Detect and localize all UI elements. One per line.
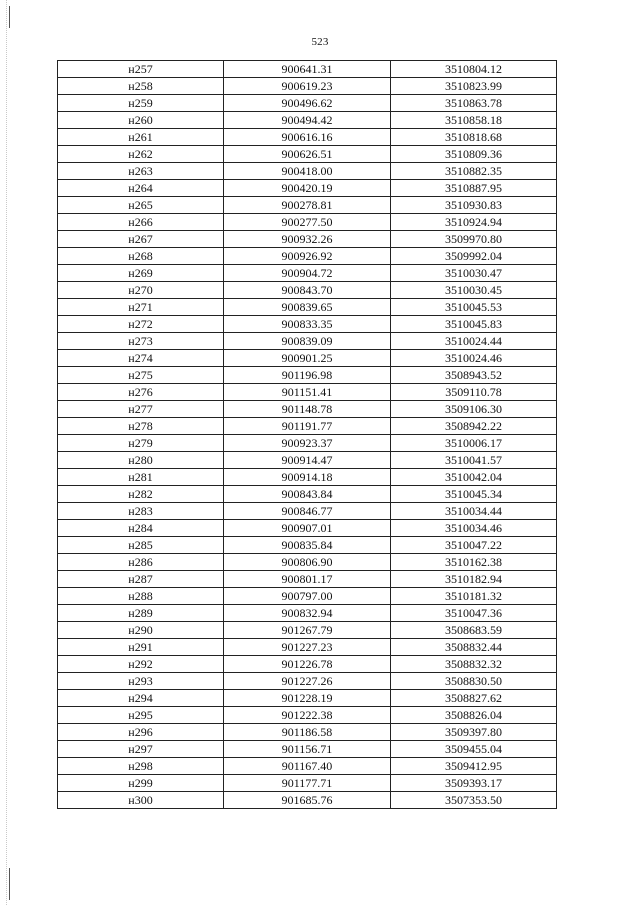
x-coordinate-cell: 900843.84 bbox=[224, 486, 391, 503]
point-id-cell: н257 bbox=[58, 61, 224, 78]
x-coordinate-cell: 900278.81 bbox=[224, 197, 391, 214]
x-coordinate-cell: 900418.00 bbox=[224, 163, 391, 180]
y-coordinate-cell: 3509397.80 bbox=[391, 724, 557, 741]
table-row bbox=[58, 435, 557, 452]
point-id-cell: н261 bbox=[58, 129, 224, 146]
y-coordinate-cell: 3509412.95 bbox=[391, 758, 557, 775]
y-coordinate-cell: 3510006.17 bbox=[391, 435, 557, 452]
y-coordinate-cell: 3510863.78 bbox=[391, 95, 557, 112]
y-coordinate-cell: 3510024.46 bbox=[391, 350, 557, 367]
x-coordinate-cell: 900932.26 bbox=[224, 231, 391, 248]
point-id-cell: н300 bbox=[58, 792, 224, 809]
page-number: 523 bbox=[311, 36, 329, 48]
point-id-cell: н262 bbox=[58, 146, 224, 163]
point-id-cell: н282 bbox=[58, 486, 224, 503]
point-id-cell: н268 bbox=[58, 248, 224, 265]
x-coordinate-cell: 901151.41 bbox=[224, 384, 391, 401]
point-id-cell: н286 bbox=[58, 554, 224, 571]
y-coordinate-cell: 3510034.46 bbox=[391, 520, 557, 537]
y-coordinate-cell: 3508826.04 bbox=[391, 707, 557, 724]
point-id-cell: н284 bbox=[58, 520, 224, 537]
y-coordinate-cell: 3510162.38 bbox=[391, 554, 557, 571]
point-id-cell: н293 bbox=[58, 673, 224, 690]
table-row bbox=[58, 282, 557, 299]
x-coordinate-cell: 900907.01 bbox=[224, 520, 391, 537]
x-coordinate-cell: 900926.92 bbox=[224, 248, 391, 265]
table-row bbox=[58, 197, 557, 214]
x-coordinate-cell: 900839.65 bbox=[224, 299, 391, 316]
point-id-cell: н287 bbox=[58, 571, 224, 588]
x-coordinate-cell: 900914.47 bbox=[224, 452, 391, 469]
table-row bbox=[58, 78, 557, 95]
point-id-cell: н273 bbox=[58, 333, 224, 350]
point-id-cell: н288 bbox=[58, 588, 224, 605]
x-coordinate-cell: 901226.78 bbox=[224, 656, 391, 673]
x-coordinate-cell: 901148.78 bbox=[224, 401, 391, 418]
table-row bbox=[58, 520, 557, 537]
y-coordinate-cell: 3508683.59 bbox=[391, 622, 557, 639]
table-row bbox=[58, 571, 557, 588]
table-row bbox=[58, 707, 557, 724]
y-coordinate-cell: 3510182.94 bbox=[391, 571, 557, 588]
y-coordinate-cell: 3510045.34 bbox=[391, 486, 557, 503]
point-id-cell: н279 bbox=[58, 435, 224, 452]
table-row bbox=[58, 758, 557, 775]
y-coordinate-cell: 3510047.36 bbox=[391, 605, 557, 622]
table-row bbox=[58, 231, 557, 248]
x-coordinate-cell: 901228.19 bbox=[224, 690, 391, 707]
y-coordinate-cell: 3508832.32 bbox=[391, 656, 557, 673]
table-row bbox=[58, 350, 557, 367]
table-row bbox=[58, 401, 557, 418]
y-coordinate-cell: 3509106.30 bbox=[391, 401, 557, 418]
table-row bbox=[58, 537, 557, 554]
x-coordinate-cell: 900619.23 bbox=[224, 78, 391, 95]
table-row bbox=[58, 384, 557, 401]
y-coordinate-cell: 3509970.80 bbox=[391, 231, 557, 248]
point-id-cell: н283 bbox=[58, 503, 224, 520]
y-coordinate-cell: 3509393.17 bbox=[391, 775, 557, 792]
table-row bbox=[58, 265, 557, 282]
x-coordinate-cell: 901227.23 bbox=[224, 639, 391, 656]
table-row bbox=[58, 656, 557, 673]
point-id-cell: н297 bbox=[58, 741, 224, 758]
y-coordinate-cell: 3510030.47 bbox=[391, 265, 557, 282]
table-row bbox=[58, 248, 557, 265]
point-id-cell: н263 bbox=[58, 163, 224, 180]
y-coordinate-cell: 3510047.22 bbox=[391, 537, 557, 554]
x-coordinate-cell: 900839.09 bbox=[224, 333, 391, 350]
x-coordinate-cell: 900641.31 bbox=[224, 61, 391, 78]
y-coordinate-cell: 3507353.50 bbox=[391, 792, 557, 809]
point-id-cell: н299 bbox=[58, 775, 224, 792]
point-id-cell: н259 bbox=[58, 95, 224, 112]
x-coordinate-cell: 900914.18 bbox=[224, 469, 391, 486]
y-coordinate-cell: 3508830.50 bbox=[391, 673, 557, 690]
point-id-cell: н267 bbox=[58, 231, 224, 248]
x-coordinate-cell: 900843.70 bbox=[224, 282, 391, 299]
table-row bbox=[58, 792, 557, 809]
y-coordinate-cell: 3510024.44 bbox=[391, 333, 557, 350]
x-coordinate-cell: 901227.26 bbox=[224, 673, 391, 690]
point-id-cell: н292 bbox=[58, 656, 224, 673]
y-coordinate-cell: 3510804.12 bbox=[391, 61, 557, 78]
x-coordinate-cell: 901167.40 bbox=[224, 758, 391, 775]
table-row bbox=[58, 588, 557, 605]
y-coordinate-cell: 3508827.62 bbox=[391, 690, 557, 707]
x-coordinate-cell: 900801.17 bbox=[224, 571, 391, 588]
y-coordinate-cell: 3509110.78 bbox=[391, 384, 557, 401]
table-row bbox=[58, 622, 557, 639]
coordinates-table bbox=[57, 60, 557, 809]
point-id-cell: н295 bbox=[58, 707, 224, 724]
x-coordinate-cell: 900923.37 bbox=[224, 435, 391, 452]
table-row bbox=[58, 163, 557, 180]
y-coordinate-cell: 3510045.83 bbox=[391, 316, 557, 333]
table-row bbox=[58, 469, 557, 486]
table-row bbox=[58, 741, 557, 758]
table-row bbox=[58, 690, 557, 707]
table-row bbox=[58, 367, 557, 384]
point-id-cell: н280 bbox=[58, 452, 224, 469]
y-coordinate-cell: 3508943.52 bbox=[391, 367, 557, 384]
x-coordinate-cell: 901177.71 bbox=[224, 775, 391, 792]
x-coordinate-cell: 900277.50 bbox=[224, 214, 391, 231]
x-coordinate-cell: 900626.51 bbox=[224, 146, 391, 163]
table-row bbox=[58, 180, 557, 197]
y-coordinate-cell: 3509455.04 bbox=[391, 741, 557, 758]
x-coordinate-cell: 900616.16 bbox=[224, 129, 391, 146]
table-row bbox=[58, 129, 557, 146]
table-row bbox=[58, 214, 557, 231]
point-id-cell: н277 bbox=[58, 401, 224, 418]
x-coordinate-cell: 901685.76 bbox=[224, 792, 391, 809]
y-coordinate-cell: 3510858.18 bbox=[391, 112, 557, 129]
y-coordinate-cell: 3510045.53 bbox=[391, 299, 557, 316]
x-coordinate-cell: 900901.25 bbox=[224, 350, 391, 367]
y-coordinate-cell: 3508942.22 bbox=[391, 418, 557, 435]
x-coordinate-cell: 901267.79 bbox=[224, 622, 391, 639]
x-coordinate-cell: 900833.35 bbox=[224, 316, 391, 333]
coordinates-table-body bbox=[58, 61, 557, 809]
x-coordinate-cell: 901156.71 bbox=[224, 741, 391, 758]
point-id-cell: н270 bbox=[58, 282, 224, 299]
point-id-cell: н269 bbox=[58, 265, 224, 282]
y-coordinate-cell: 3510181.32 bbox=[391, 588, 557, 605]
x-coordinate-cell: 900420.19 bbox=[224, 180, 391, 197]
point-id-cell: н272 bbox=[58, 316, 224, 333]
point-id-cell: н275 bbox=[58, 367, 224, 384]
table-row bbox=[58, 775, 557, 792]
point-id-cell: н291 bbox=[58, 639, 224, 656]
table-row bbox=[58, 61, 557, 78]
scan-margin-mark bbox=[9, 6, 10, 28]
point-id-cell: н296 bbox=[58, 724, 224, 741]
y-coordinate-cell: 3509992.04 bbox=[391, 248, 557, 265]
y-coordinate-cell: 3510924.94 bbox=[391, 214, 557, 231]
point-id-cell: н278 bbox=[58, 418, 224, 435]
x-coordinate-cell: 900494.42 bbox=[224, 112, 391, 129]
point-id-cell: н264 bbox=[58, 180, 224, 197]
table-row bbox=[58, 112, 557, 129]
x-coordinate-cell: 901222.38 bbox=[224, 707, 391, 724]
point-id-cell: н294 bbox=[58, 690, 224, 707]
y-coordinate-cell: 3510030.45 bbox=[391, 282, 557, 299]
table-row bbox=[58, 316, 557, 333]
table-row bbox=[58, 724, 557, 741]
y-coordinate-cell: 3508832.44 bbox=[391, 639, 557, 656]
point-id-cell: н258 bbox=[58, 78, 224, 95]
x-coordinate-cell: 901196.98 bbox=[224, 367, 391, 384]
table-row bbox=[58, 486, 557, 503]
point-id-cell: н285 bbox=[58, 537, 224, 554]
y-coordinate-cell: 3510041.57 bbox=[391, 452, 557, 469]
y-coordinate-cell: 3510809.36 bbox=[391, 146, 557, 163]
y-coordinate-cell: 3510887.95 bbox=[391, 180, 557, 197]
point-id-cell: н260 bbox=[58, 112, 224, 129]
y-coordinate-cell: 3510042.04 bbox=[391, 469, 557, 486]
point-id-cell: н276 bbox=[58, 384, 224, 401]
point-id-cell: н266 bbox=[58, 214, 224, 231]
point-id-cell: н289 bbox=[58, 605, 224, 622]
x-coordinate-cell: 900806.90 bbox=[224, 554, 391, 571]
table-row bbox=[58, 503, 557, 520]
table-row bbox=[58, 418, 557, 435]
x-coordinate-cell: 900835.84 bbox=[224, 537, 391, 554]
y-coordinate-cell: 3510034.44 bbox=[391, 503, 557, 520]
x-coordinate-cell: 900832.94 bbox=[224, 605, 391, 622]
point-id-cell: н274 bbox=[58, 350, 224, 367]
table-row bbox=[58, 95, 557, 112]
table-row bbox=[58, 146, 557, 163]
point-id-cell: н271 bbox=[58, 299, 224, 316]
table-row bbox=[58, 554, 557, 571]
table-row bbox=[58, 605, 557, 622]
y-coordinate-cell: 3510823.99 bbox=[391, 78, 557, 95]
scan-margin-line bbox=[6, 0, 7, 905]
y-coordinate-cell: 3510818.68 bbox=[391, 129, 557, 146]
x-coordinate-cell: 901186.58 bbox=[224, 724, 391, 741]
x-coordinate-cell: 900797.00 bbox=[224, 588, 391, 605]
scan-margin-mark bbox=[9, 868, 10, 900]
y-coordinate-cell: 3510930.83 bbox=[391, 197, 557, 214]
y-coordinate-cell: 3510882.35 bbox=[391, 163, 557, 180]
point-id-cell: н290 bbox=[58, 622, 224, 639]
table-row bbox=[58, 333, 557, 350]
table-row bbox=[58, 299, 557, 316]
x-coordinate-cell: 900904.72 bbox=[224, 265, 391, 282]
table-row bbox=[58, 452, 557, 469]
x-coordinate-cell: 900496.62 bbox=[224, 95, 391, 112]
point-id-cell: н298 bbox=[58, 758, 224, 775]
x-coordinate-cell: 901191.77 bbox=[224, 418, 391, 435]
table-row bbox=[58, 639, 557, 656]
x-coordinate-cell: 900846.77 bbox=[224, 503, 391, 520]
table-row bbox=[58, 673, 557, 690]
point-id-cell: н265 bbox=[58, 197, 224, 214]
point-id-cell: н281 bbox=[58, 469, 224, 486]
